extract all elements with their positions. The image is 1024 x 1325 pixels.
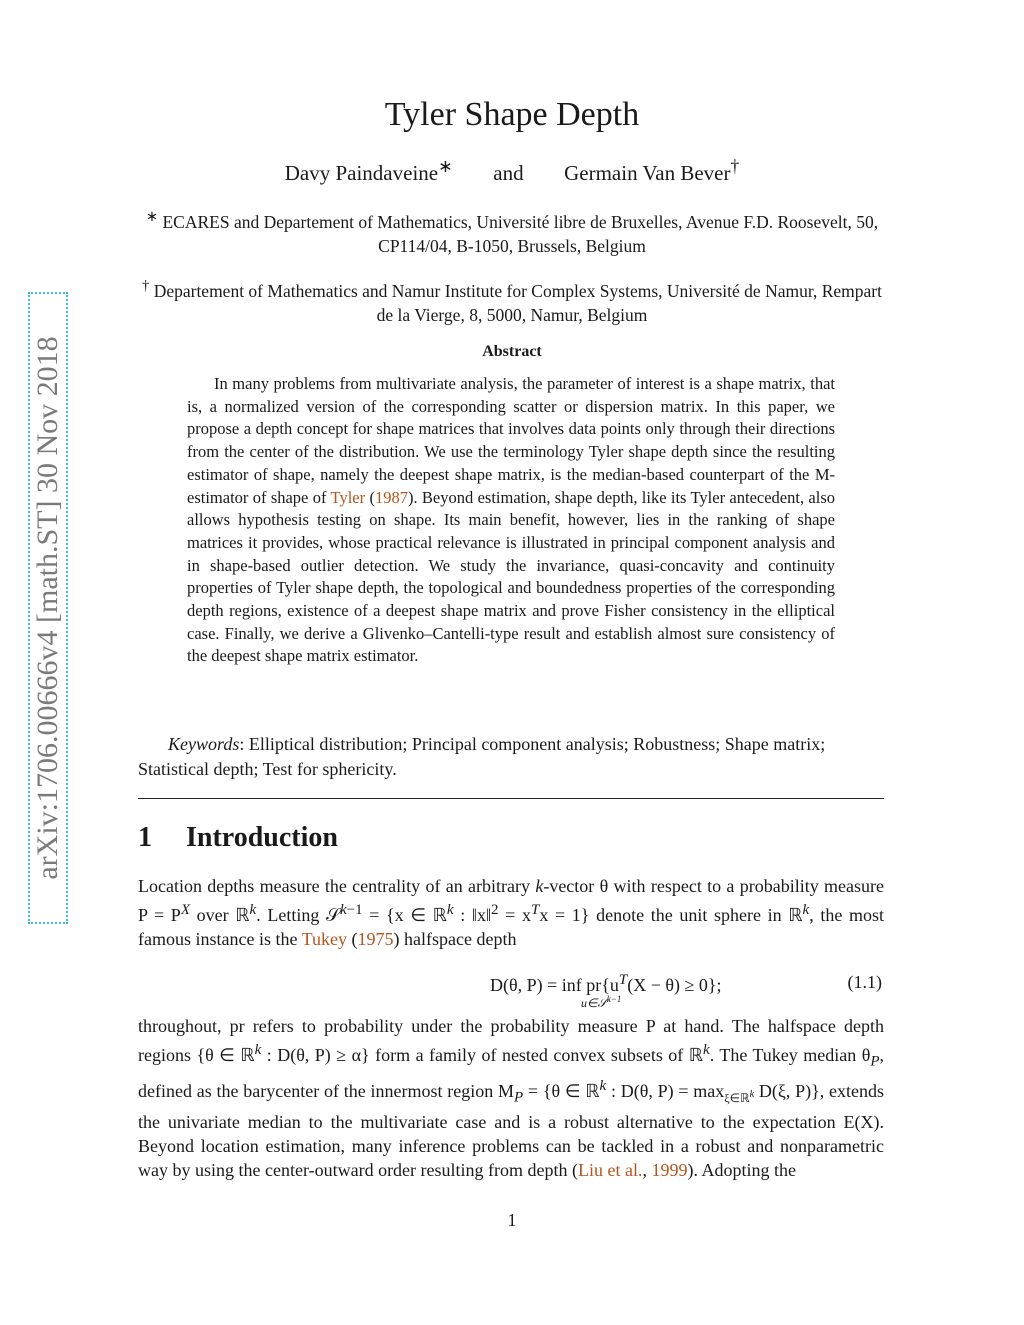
equation-text: D(θ, P) = inf pr{u — [490, 975, 619, 995]
text: , the most famous instance is the — [138, 905, 885, 950]
citation-link-tukey[interactable]: Tukey — [301, 929, 347, 950]
citation-link-liu[interactable]: Liu et al. — [578, 1160, 643, 1181]
affiliation-2 — [140, 274, 884, 327]
affiliation-1-text: ECARES and Departement of Mathematics, Université libre de Bruxelles, Avenue F.D. Roosevelt, 50, CP114/04, B-1050, Brussels, Belgium — [162, 211, 879, 256]
text: : D(θ, P) = max — [606, 1081, 725, 1101]
text: = {θ ∈ ℝ — [523, 1081, 600, 1101]
citation-year-1987[interactable]: 1987 — [374, 487, 408, 507]
author-2-mark: † — [730, 156, 740, 176]
author-1-mark: ∗ — [438, 156, 453, 176]
affiliation-2-mark: † — [142, 278, 150, 294]
intro-paragraph-1: Location depths measure the centrality of an arbitrary k-vector θ with respect to a probability measure $P = P^X$ over ℝ$^k$. Letting 𝒮$^{k-1}$ = {x ∈ ℝ$^k$ : ‖x‖$^2$ = $x^Tx = 1$} denote the unit sphere in ℝ$^k$, the most famous instance is the Tukey (1975) halfspace depth — [138, 876, 885, 950]
equation-body: D(θ, P) = inf $pr\{u^T(X - \theta) \ge 0\}$; — [490, 972, 722, 995]
citation-link-tyler[interactable]: Tyler — [330, 487, 366, 507]
citation-year-1975[interactable]: 1975 — [357, 929, 394, 950]
text: halfspace depth — [399, 929, 517, 950]
text: D(ξ, P)}, extends the univariate median to the multivariate case and is a robust alternative to the expectation E(X). Beyond location estimation, many inference problems can be tackled in a robust and nonparametric way by using the center-outward order resulting from depth ( — [138, 1081, 884, 1181]
affiliation-1 — [140, 205, 884, 258]
text: -vector θ with respect to a probability measure P = P — [138, 876, 884, 926]
abstract-heading: Abstract — [482, 343, 542, 360]
page-number: 1 — [507, 1210, 517, 1230]
text: , defined as the barycenter of the innermost region M — [138, 1045, 885, 1101]
equation-1-1 — [138, 972, 884, 1012]
author-2: Germain Van Bever — [564, 161, 731, 185]
equation-number: (1.1) — [847, 972, 882, 992]
text: Location depths measure the centrality of an arbitrary — [138, 876, 536, 896]
equation-subscript-text: u∈𝒮 — [581, 996, 607, 1010]
keywords-label: Keywords — [168, 734, 240, 754]
text: : D(θ, P) ≥ α} form a family of nested convex subsets of ℝ — [261, 1045, 704, 1066]
section-heading — [138, 822, 338, 854]
paper-title: Tyler Shape Depth — [384, 96, 640, 133]
author-1: Davy Paindaveine — [284, 161, 439, 185]
author-conjunction: and — [493, 161, 524, 185]
text: ). Adopting the — [687, 1160, 796, 1181]
abstract-body: In many problems from multivariate analysis, the parameter of interest is a shape matrix, that is, a normalized version of the corresponding scatter or dispersion matrix. In this paper, we propose a depth concept for shape matrices that involves data points only through their directions from the center of the distribution. We use the terminology Tyler shape depth since the resulting estimator of shape, namely the deepest shape matrix, is the median-based counterpart of the M-estimator of shape of Tyler (1987). Beyond estimation, shape depth, like its Tyler antecedent, also allows hypothesis testing on shape. Its main benefit, however, lies in the ranking of shape matrices it provides, whose practical relevance is illustrated in principal component analysis and in shape-based outlier detection. We study the invariance, quasi-concavity and continuity properties of Tyler shape depth, the topological and boundedness properties of the corresponding depth regions, existence of a deepest shape matrix and prove Fisher consistency in the elliptical case. Finally, we derive a Glivenko–Cantelli-type result and establish almost sure consistency of the deepest shape matrix estimator. — [187, 374, 835, 666]
affiliation-2-text: Departement of Mathematics and Namur Institute for Complex Systems, Université de Namur, Rempart de la Vierge, 8, 5000, Namur, Belgium — [153, 280, 882, 325]
text: over ℝ — [189, 905, 250, 926]
section-number: 1 — [138, 822, 152, 853]
citation-year-1999[interactable]: 1999 — [651, 1160, 688, 1181]
text: x = 1} denote the unit sphere in ℝ — [539, 905, 803, 926]
equation-text-tail: (X − θ) ≥ 0}; — [627, 975, 722, 995]
keywords — [138, 732, 884, 781]
text: . The Tukey median θ — [709, 1045, 871, 1066]
text: throughout, pr refers to probability under the probability measure P at hand. The halfspace depth regions {θ ∈ ℝ — [138, 1016, 884, 1066]
abstract-text-1: In many problems from multivariate analysis, the parameter of interest is a shape matrix, that is, a normalized version of the corresponding scatter or dispersion matrix. In this paper, we propose a depth concept for shape matrices that involves data points only through their directions from the center of the distribution. We use the terminology Tyler shape depth since the resulting estimator of shape, namely the deepest shape matrix, is the median-based counterpart of the M-estimator of shape of — [187, 374, 835, 507]
section-title: Introduction — [186, 822, 338, 853]
arxiv-stamp-text: arXiv:1706.00666v4 [math.ST] 30 Nov 2018 — [31, 336, 64, 880]
text: = {x ∈ ℝ — [362, 905, 447, 926]
intro-paragraph-2: throughout, pr refers to probability under the probability measure P at hand. The halfspace depth regions {θ ∈ ℝ$^k$ : D(θ, P) ≥ α} form a family of nested convex subsets of ℝ$^k$. The Tukey median $\theta_P$, defined as the barycenter of the innermost region $M_P = \{\theta$ ∈ ℝ$^k$ : D(θ, $P) = \max_{\xi\in ℝ^k} D(\xi$, P)}, extends the univariate median to the multivariate case and is a robust alternative to the expectation E(X). Beyond location estimation, many inference problems can be tackled in a robust and nonparametric way by using the center-outward order resulting from depth (Liu et al., 1999). Adopting the — [138, 1016, 885, 1181]
arxiv-stamp — [28, 292, 68, 924]
equation-subscript: u∈𝒮$^{k-1}$ — [581, 994, 622, 1010]
keywords-text: : Elliptical distribution; Principal component analysis; Robustness; Shape matrix; Statistical depth; Test for sphericity. — [138, 734, 826, 779]
author-line — [0, 156, 1024, 186]
affiliation-1-mark: ∗ — [145, 209, 159, 225]
text: . Letting 𝒮 — [256, 905, 340, 926]
text: = x — [498, 905, 531, 926]
text: : ‖x‖ — [453, 905, 492, 926]
divider — [138, 798, 884, 799]
abstract-text-2: . Beyond estimation, shape depth, like its Tyler antecedent, also allows hypothesis testing on shape. Its main benefit, however, lies in the ranking of shape matrices it provides, whose practical relevance is illustrated in principal component analysis and in shape-based outlier detection. We study the invariance, quasi-concavity and continuity properties of Tyler shape depth, the topological and boundedness properties of the corresponding depth regions, existence of a deepest shape matrix and prove Fisher consistency in the elliptical case. Finally, we derive a Glivenko–Cantelli-type result and establish almost sure consistency of the deepest shape matrix estimator. — [187, 487, 835, 666]
